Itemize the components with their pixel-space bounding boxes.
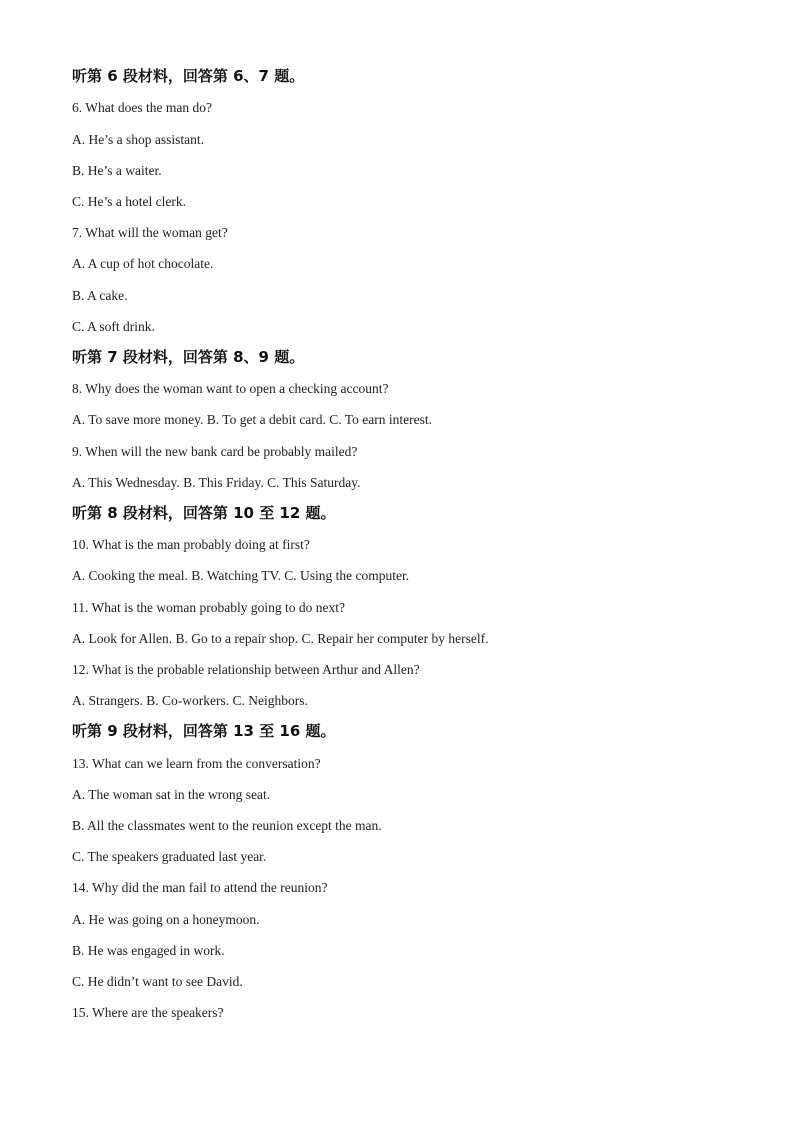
option-14b: B. He was engaged in work. <box>72 943 225 958</box>
option-6b: B. He’s a waiter. <box>72 163 162 178</box>
question-6: 6. What does the man do? <box>72 100 212 115</box>
section-heading-8: 听第 8 段材料，回答第 10 至 12 题。 <box>72 504 336 522</box>
option-14c: C. He didn’t want to see David. <box>72 974 243 989</box>
section-heading-6: 听第 6 段材料，回答第 6、7 题。 <box>72 67 305 85</box>
options-11: A. Look for Allen. B. Go to a repair shop. C. Repair her computer by herself. <box>72 631 489 646</box>
option-6c: C. He’s a hotel clerk. <box>72 194 186 209</box>
option-7a: A. A cup of hot chocolate. <box>72 256 214 271</box>
question-13: 13. What can we learn from the conversation? <box>72 756 321 771</box>
question-9: 9. When will the new bank card be probably mailed? <box>72 444 358 459</box>
options-8: A. To save more money. B. To get a debit card. C. To earn interest. <box>72 412 432 427</box>
options-10: A. Cooking the meal. B. Watching TV. C. Using the computer. <box>72 568 410 583</box>
question-11: 11. What is the woman probably going to do next? <box>72 600 345 615</box>
question-10: 10. What is the man probably doing at first? <box>72 537 310 552</box>
section-heading-7: 听第 7 段材料，回答第 8、9 题。 <box>72 348 305 366</box>
options-12: A. Strangers. B. Co-workers. C. Neighbors. <box>72 693 308 708</box>
option-13b: B. All the classmates went to the reunion except the man. <box>72 818 382 833</box>
question-14: 14. Why did the man fail to attend the reunion? <box>72 880 328 895</box>
question-8: 8. Why does the woman want to open a checking account? <box>72 381 389 396</box>
option-14a: A. He was going on a honeymoon. <box>72 912 260 927</box>
question-7: 7. What will the woman get? <box>72 225 228 240</box>
options-9: A. This Wednesday. B. This Friday. C. This Saturday. <box>72 475 361 490</box>
option-7b: B. A cake. <box>72 288 128 303</box>
option-13c: C. The speakers graduated last year. <box>72 849 267 864</box>
option-7c: C. A soft drink. <box>72 319 155 334</box>
option-13a: A. The woman sat in the wrong seat. <box>72 787 271 802</box>
question-12: 12. What is the probable relationship between Arthur and Allen? <box>72 662 420 677</box>
option-6a: A. He’s a shop assistant. <box>72 132 204 147</box>
section-heading-9: 听第 9 段材料，回答第 13 至 16 题。 <box>72 722 336 740</box>
question-15: 15. Where are the speakers? <box>72 1005 224 1020</box>
